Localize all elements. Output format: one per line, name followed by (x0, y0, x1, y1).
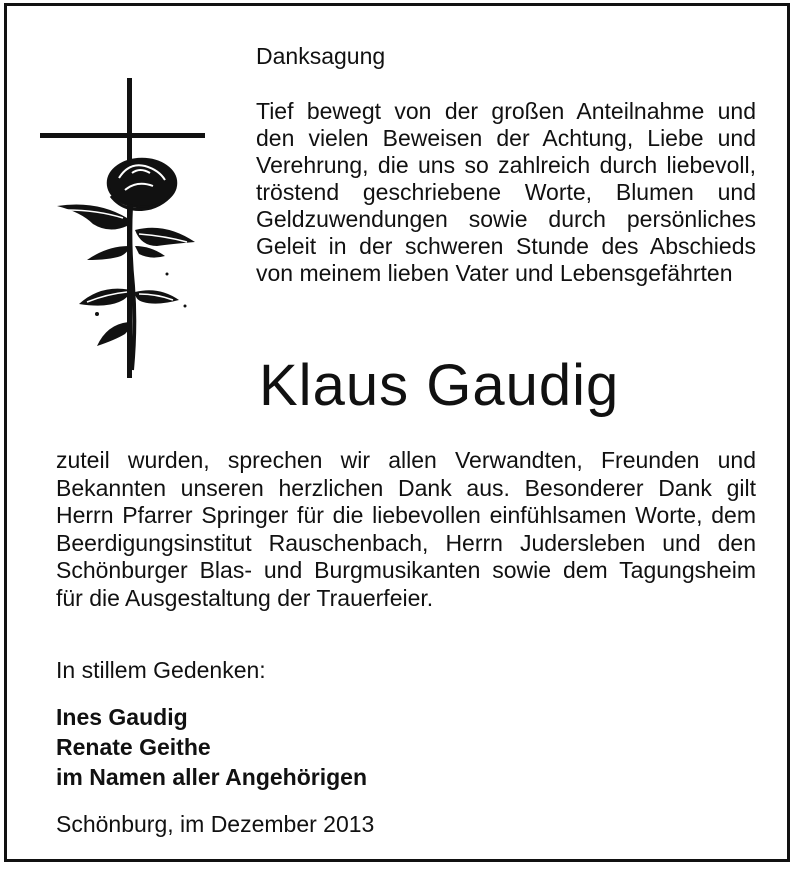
signatory: Renate Geithe (56, 734, 211, 760)
place-and-date: Schönburg, im Dezember 2013 (56, 811, 375, 837)
intro-paragraph: Tief bewegt von der großen Anteilnahme und den vielen Beweisen der Achtung, Liebe und Verehrung, die uns so zahlreich durch liebevoll, tröstend geschriebene Worte, Blumen und Geldzuwendungen sowie durch persönliches Geleit in der schweren Stunde des Abschieds von meinem lieben Vater und Lebensgefährten (256, 98, 756, 286)
signatory: im Namen aller Angehörigen (56, 764, 367, 790)
signatory: Ines Gaudig (56, 704, 188, 730)
cross-with-rose-icon (27, 78, 227, 388)
signatories-list (56, 702, 367, 792)
notice-frame (4, 3, 790, 862)
closing-line: In stillem Gedenken: (56, 657, 266, 683)
thanks-paragraph: zuteil wurden, sprechen wir allen Verwandten, Freunden und Bekannten unseren herzlichen Dank aus. Besonderer Dank gilt Herrn Pfarrer Springer für die liebevollen einfühlsamen Worte, dem Beerdigungsinstitut Rauschenbach, Herrn Judersleben und den Schönburger Blas- und Burgmusikanten sowie dem Tagungsheim für die Ausgestaltung der Trauerfeier. (56, 447, 756, 611)
notice-heading: Danksagung (256, 43, 386, 69)
deceased-name: Klaus Gaudig (259, 353, 620, 418)
